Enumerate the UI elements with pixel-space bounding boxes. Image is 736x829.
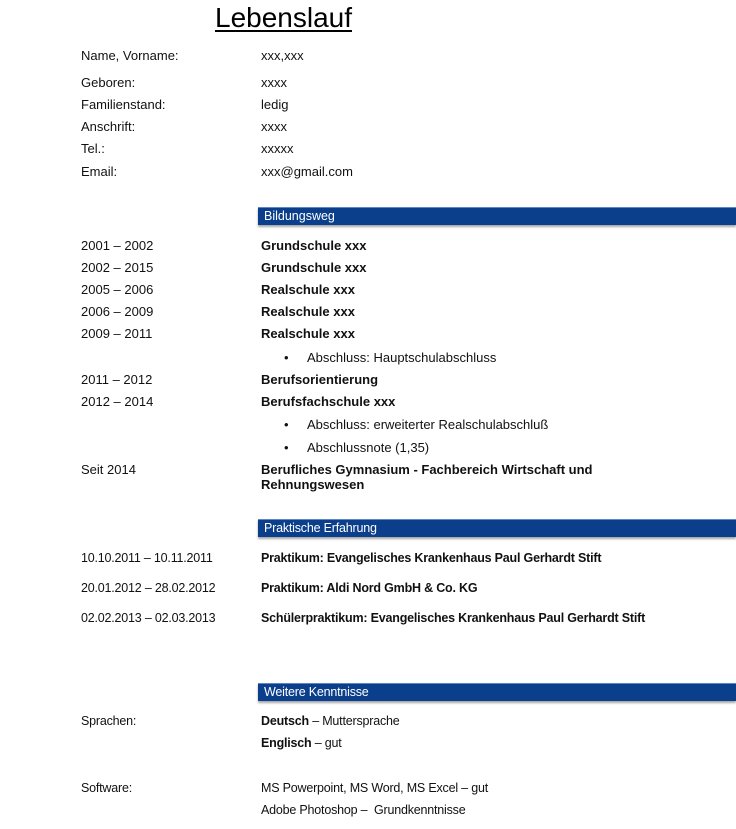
education-institution: Berufliches Gymnasium - Fachbereich Wirtschaft und Rehnungswesen	[261, 462, 593, 492]
experience-period: 20.01.2012 – 28.02.2012	[81, 581, 216, 595]
language-level: – gut	[311, 736, 342, 750]
section-header-bildungsweg: Bildungsweg	[258, 207, 736, 225]
education-period: 2001 – 2002	[81, 238, 154, 253]
bullet-icon: •	[284, 417, 289, 432]
education-institution: Realschule xxx	[261, 326, 355, 341]
education-institution: Berufsorientierung	[261, 372, 379, 387]
education-period: 2009 – 2011	[81, 326, 153, 341]
education-institution: Grundschule xxx	[261, 238, 367, 253]
personal-label: Familienstand:	[81, 97, 166, 112]
education-period: 2005 – 2006	[81, 282, 154, 297]
education-institution: Realschule xxx	[261, 282, 355, 297]
experience-period: 02.02.2013 – 02.03.2013	[81, 611, 216, 625]
personal-label: Anschrift:	[81, 119, 136, 134]
education-period: 2006 – 2009	[81, 304, 154, 319]
personal-label: Name, Vorname:	[81, 48, 179, 63]
experience-title: Praktikum: Evangelisches Krankenhaus Paul Gerhardt Stift	[261, 551, 602, 565]
section-header-praxis: Praktische Erfahrung	[258, 519, 736, 537]
language-level: – Muttersprache	[308, 714, 400, 728]
personal-value: xxx@gmail.com	[261, 164, 353, 179]
personal-value: xxxxx	[261, 141, 294, 156]
bullet-icon: •	[284, 440, 289, 455]
software-label: Software:	[81, 781, 133, 795]
personal-value: xxxx	[261, 75, 287, 90]
personal-label: Geboren:	[81, 75, 136, 90]
education-detail: Abschlussnote (1,35)	[307, 440, 430, 455]
page-title: Lebenslauf	[215, 2, 353, 33]
education-period: 2011 – 2012	[81, 372, 153, 387]
education-institution: Realschule xxx	[261, 304, 355, 319]
personal-value: xxxx	[261, 119, 287, 134]
education-period: 2012 – 2014	[81, 394, 154, 409]
experience-title: Praktikum: Aldi Nord GmbH & Co. KG	[261, 581, 478, 595]
education-period: Seit 2014	[81, 462, 136, 477]
language-item	[261, 736, 342, 750]
software-item: MS Powerpoint, MS Word, MS Excel – gut	[261, 781, 488, 795]
section-header-kenntnisse: Weitere Kenntnisse	[258, 683, 736, 701]
education-institution: Grundschule xxx	[261, 260, 367, 275]
personal-label: Tel.:	[81, 141, 105, 156]
personal-value: ledig	[261, 97, 289, 112]
education-detail: Abschluss: erweiterter Realschulabschluß	[307, 417, 549, 432]
experience-title: Schülerpraktikum: Evangelisches Krankenhaus Paul Gerhardt Stift	[261, 611, 646, 625]
experience-period: 10.10.2011 – 10.11.2011	[81, 551, 213, 565]
education-period: 2002 – 2015	[81, 260, 154, 275]
language-name: Deutsch	[261, 714, 309, 728]
language-item	[261, 714, 400, 728]
education-institution: Berufsfachschule xxx	[261, 394, 396, 409]
personal-label: Email:	[81, 164, 118, 179]
bullet-icon: •	[284, 350, 289, 365]
personal-value: xxx,xxx	[261, 48, 304, 63]
education-detail: Abschluss: Hauptschulabschluss	[307, 350, 497, 365]
language-name: Englisch	[261, 736, 312, 750]
languages-label: Sprachen:	[81, 714, 137, 728]
software-item: Adobe Photoshop – Grundkenntnisse	[261, 803, 466, 817]
